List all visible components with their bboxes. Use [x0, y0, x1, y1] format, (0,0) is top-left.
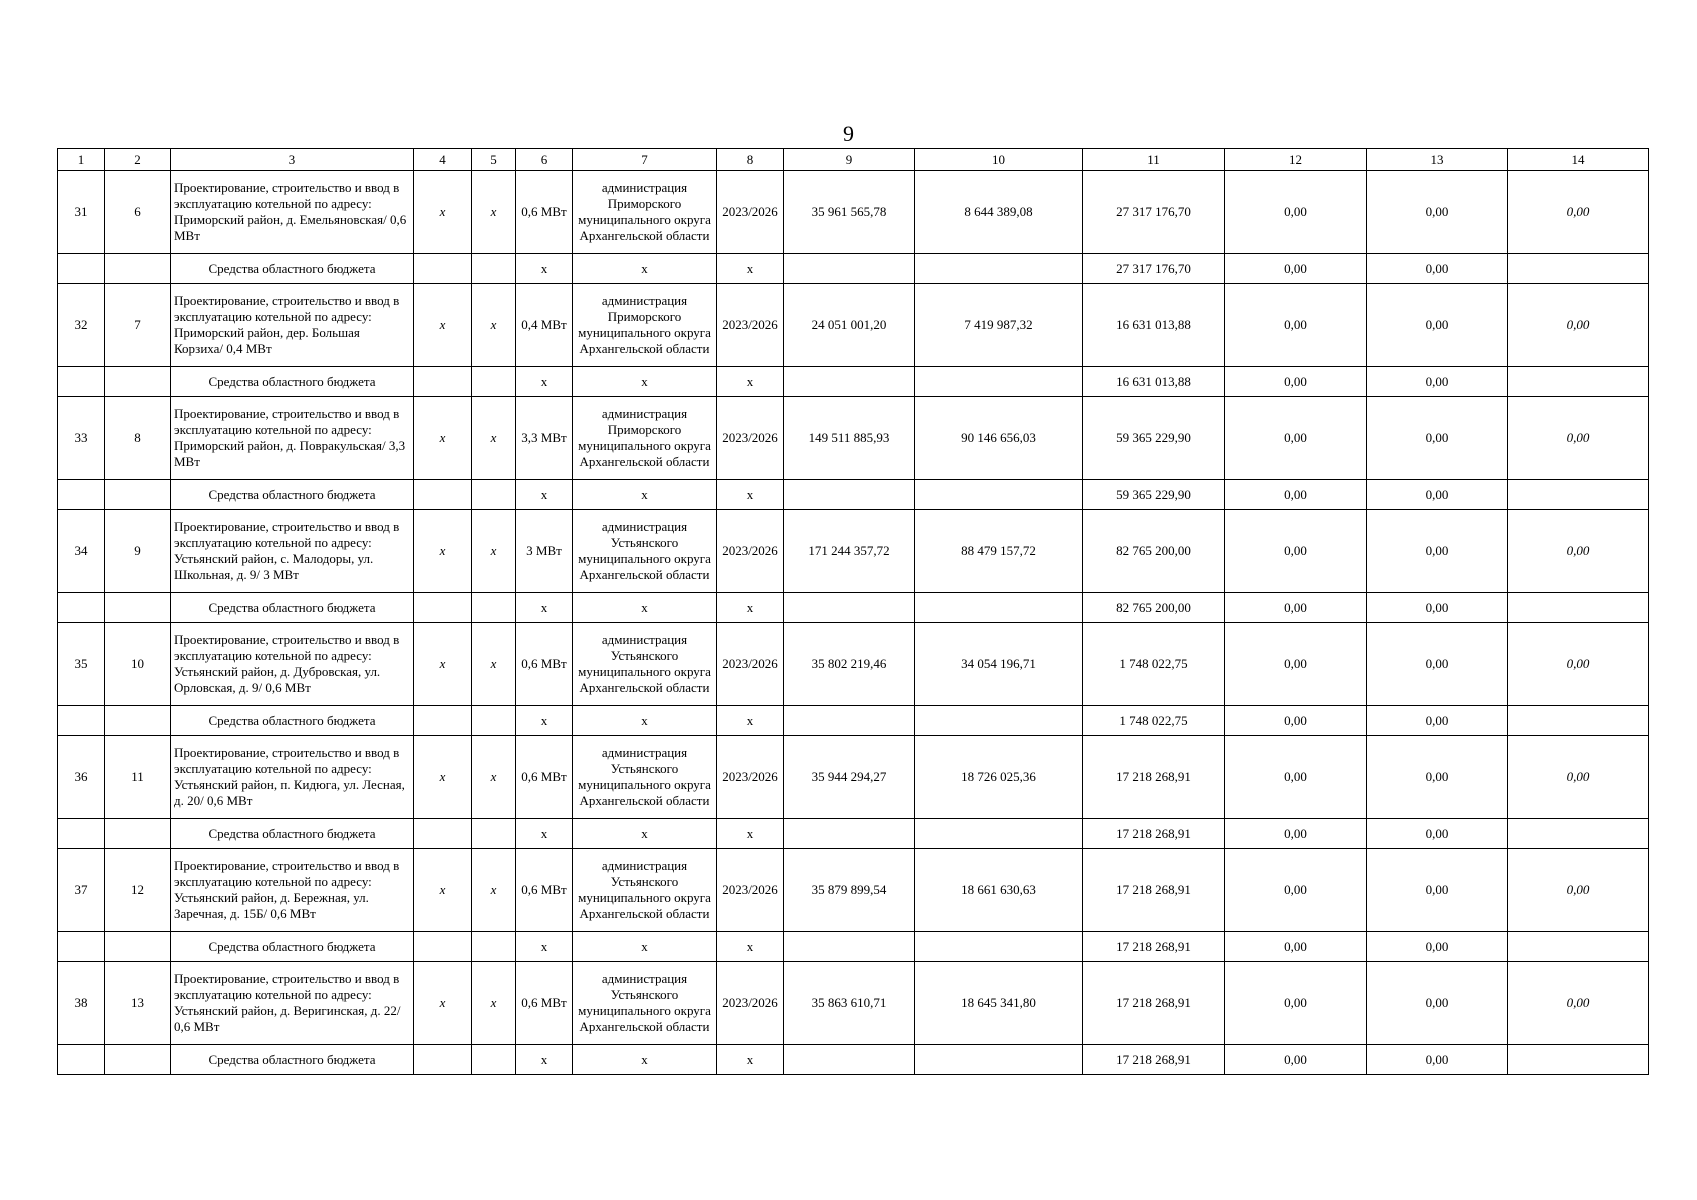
x-mark-cell: x: [414, 736, 472, 819]
x-mark-cell: x: [717, 480, 784, 510]
empty-cell: [1508, 367, 1649, 397]
empty-cell: [1508, 706, 1649, 736]
empty-cell: [472, 254, 516, 284]
amount-cell: 0,00: [1367, 932, 1508, 962]
empty-cell: [472, 1045, 516, 1075]
executor-cell: администрация Устьянского муниципального округа Архангельской области: [573, 736, 717, 819]
amount-cell: 0,00: [1225, 593, 1367, 623]
empty-cell: [472, 819, 516, 849]
amount-cell: 0,00: [1508, 397, 1649, 480]
empty-cell: [105, 1045, 171, 1075]
column-header: 2: [105, 149, 171, 171]
column-header: 8: [717, 149, 784, 171]
sub-number: 9: [105, 510, 171, 593]
empty-cell: [105, 593, 171, 623]
power-cell: 0,4 МВт: [516, 284, 573, 367]
amount-cell: 0,00: [1225, 962, 1367, 1045]
amount-cell: 27 317 176,70: [1083, 254, 1225, 284]
empty-cell: [915, 706, 1083, 736]
x-mark-cell: x: [414, 397, 472, 480]
project-description: Проектирование, строительство и ввод в эксплуатацию котельной по адресу: Приморский район, д. Повракульская/ 3,3 МВт: [171, 397, 414, 480]
empty-cell: [472, 706, 516, 736]
empty-cell: [58, 480, 105, 510]
amount-cell: 0,00: [1367, 1045, 1508, 1075]
project-description: Проектирование, строительство и ввод в эксплуатацию котельной по адресу: Устьянский район, с. Малодоры, ул. Школьная, д. 9/ 3 МВт: [171, 510, 414, 593]
page-number: 9: [843, 121, 854, 146]
empty-cell: [472, 480, 516, 510]
executor-cell: администрация Устьянского муниципального округа Архангельской области: [573, 849, 717, 932]
empty-cell: [414, 480, 472, 510]
x-mark-cell: x: [573, 593, 717, 623]
x-mark-cell: x: [414, 962, 472, 1045]
power-cell: 0,6 МВт: [516, 849, 573, 932]
x-mark-cell: x: [573, 819, 717, 849]
regional-budget-row: [58, 254, 1649, 284]
amount-cell: 1 748 022,75: [1083, 706, 1225, 736]
amount-cell: 0,00: [1225, 849, 1367, 932]
empty-cell: [915, 367, 1083, 397]
x-mark-cell: x: [717, 254, 784, 284]
project-description: Проектирование, строительство и ввод в эксплуатацию котельной по адресу: Устьянский район, д. Бережная, ул. Заречная, д. 15Б/ 0,6 МВт: [171, 849, 414, 932]
column-header: 13: [1367, 149, 1508, 171]
amount-cell: 0,00: [1225, 367, 1367, 397]
x-mark-cell: x: [472, 623, 516, 706]
amount-cell: 0,00: [1225, 736, 1367, 819]
period-cell: 2023/2026: [717, 510, 784, 593]
funding-source-label: Средства областного бюджета: [171, 593, 414, 623]
project-row: [58, 171, 1649, 254]
amount-cell: 17 218 268,91: [1083, 819, 1225, 849]
amount-cell: 0,00: [1508, 849, 1649, 932]
x-mark-cell: x: [717, 1045, 784, 1075]
empty-cell: [58, 367, 105, 397]
amount-cell: 0,00: [1367, 849, 1508, 932]
x-mark-cell: x: [414, 171, 472, 254]
empty-cell: [105, 254, 171, 284]
x-mark-cell: x: [472, 849, 516, 932]
amount-cell: 1 748 022,75: [1083, 623, 1225, 706]
funding-source-label: Средства областного бюджета: [171, 706, 414, 736]
amount-cell: 17 218 268,91: [1083, 849, 1225, 932]
amount-cell: 0,00: [1225, 397, 1367, 480]
row-number: 32: [58, 284, 105, 367]
column-header: 10: [915, 149, 1083, 171]
empty-cell: [784, 593, 915, 623]
x-mark-cell: x: [516, 254, 573, 284]
total-cost-cell: 35 944 294,27: [784, 736, 915, 819]
row-number: 38: [58, 962, 105, 1045]
amount-cell: 0,00: [1367, 623, 1508, 706]
funding-source-label: Средства областного бюджета: [171, 254, 414, 284]
row-number: 33: [58, 397, 105, 480]
sub-number: 10: [105, 623, 171, 706]
executor-cell: администрация Устьянского муниципального округа Архангельской области: [573, 623, 717, 706]
project-row: [58, 849, 1649, 932]
x-mark-cell: x: [516, 819, 573, 849]
sub-number: 7: [105, 284, 171, 367]
total-cost-cell: 171 244 357,72: [784, 510, 915, 593]
x-mark-cell: x: [516, 932, 573, 962]
power-cell: 0,6 МВт: [516, 171, 573, 254]
regional-budget-row: [58, 367, 1649, 397]
table-body: [58, 149, 1649, 1075]
project-row: [58, 736, 1649, 819]
row-number: 36: [58, 736, 105, 819]
amount-cell: 82 765 200,00: [1083, 510, 1225, 593]
column-header: 3: [171, 149, 414, 171]
budget-table: [57, 148, 1649, 1075]
amount-cell: 0,00: [1367, 510, 1508, 593]
column-header: 9: [784, 149, 915, 171]
x-mark-cell: x: [516, 1045, 573, 1075]
executor-cell: администрация Приморского муниципального округа Архангельской области: [573, 397, 717, 480]
project-row: [58, 623, 1649, 706]
column-header: 7: [573, 149, 717, 171]
sub-number: 6: [105, 171, 171, 254]
row-number: 34: [58, 510, 105, 593]
sub-number: 8: [105, 397, 171, 480]
amount-cell: 7 419 987,32: [915, 284, 1083, 367]
amount-cell: 0,00: [1225, 480, 1367, 510]
sub-number: 12: [105, 849, 171, 932]
x-mark-cell: x: [573, 367, 717, 397]
empty-cell: [58, 1045, 105, 1075]
x-mark-cell: x: [414, 623, 472, 706]
amount-cell: 88 479 157,72: [915, 510, 1083, 593]
project-description: Проектирование, строительство и ввод в эксплуатацию котельной по адресу: Приморский район, дер. Большая Корзиха/ 0,4 МВт: [171, 284, 414, 367]
column-header: 12: [1225, 149, 1367, 171]
x-mark-cell: x: [717, 819, 784, 849]
amount-cell: 18 645 341,80: [915, 962, 1083, 1045]
x-mark-cell: x: [573, 932, 717, 962]
regional-budget-row: [58, 593, 1649, 623]
executor-cell: администрация Приморского муниципального округа Архангельской области: [573, 284, 717, 367]
x-mark-cell: x: [472, 284, 516, 367]
period-cell: 2023/2026: [717, 623, 784, 706]
empty-cell: [784, 480, 915, 510]
empty-cell: [105, 480, 171, 510]
amount-cell: 0,00: [1367, 397, 1508, 480]
empty-cell: [915, 254, 1083, 284]
x-mark-cell: x: [472, 171, 516, 254]
empty-cell: [1508, 593, 1649, 623]
amount-cell: 0,00: [1225, 171, 1367, 254]
project-row: [58, 510, 1649, 593]
column-header-row: [58, 149, 1649, 171]
period-cell: 2023/2026: [717, 284, 784, 367]
x-mark-cell: x: [717, 593, 784, 623]
empty-cell: [58, 706, 105, 736]
empty-cell: [105, 819, 171, 849]
funding-source-label: Средства областного бюджета: [171, 1045, 414, 1075]
amount-cell: 0,00: [1508, 284, 1649, 367]
empty-cell: [58, 593, 105, 623]
amount-cell: 17 218 268,91: [1083, 962, 1225, 1045]
empty-cell: [472, 932, 516, 962]
empty-cell: [1508, 819, 1649, 849]
amount-cell: 0,00: [1367, 480, 1508, 510]
empty-cell: [784, 367, 915, 397]
x-mark-cell: x: [472, 736, 516, 819]
x-mark-cell: x: [414, 849, 472, 932]
amount-cell: 0,00: [1508, 962, 1649, 1045]
total-cost-cell: 35 802 219,46: [784, 623, 915, 706]
amount-cell: 0,00: [1225, 254, 1367, 284]
regional-budget-row: [58, 1045, 1649, 1075]
x-mark-cell: x: [414, 284, 472, 367]
amount-cell: 0,00: [1367, 367, 1508, 397]
empty-cell: [414, 932, 472, 962]
empty-cell: [1508, 932, 1649, 962]
amount-cell: 27 317 176,70: [1083, 171, 1225, 254]
period-cell: 2023/2026: [717, 849, 784, 932]
amount-cell: 0,00: [1367, 736, 1508, 819]
executor-cell: администрация Устьянского муниципального округа Архангельской области: [573, 962, 717, 1045]
empty-cell: [915, 1045, 1083, 1075]
column-header: 11: [1083, 149, 1225, 171]
empty-cell: [58, 819, 105, 849]
funding-source-label: Средства областного бюджета: [171, 819, 414, 849]
x-mark-cell: x: [573, 254, 717, 284]
empty-cell: [414, 1045, 472, 1075]
empty-cell: [472, 367, 516, 397]
x-mark-cell: x: [516, 367, 573, 397]
amount-cell: 0,00: [1225, 623, 1367, 706]
amount-cell: 16 631 013,88: [1083, 367, 1225, 397]
empty-cell: [784, 1045, 915, 1075]
regional-budget-row: [58, 480, 1649, 510]
empty-cell: [414, 706, 472, 736]
empty-cell: [414, 367, 472, 397]
column-header: 4: [414, 149, 472, 171]
column-header: 1: [58, 149, 105, 171]
amount-cell: 0,00: [1367, 284, 1508, 367]
amount-cell: 0,00: [1367, 171, 1508, 254]
empty-cell: [915, 593, 1083, 623]
amount-cell: 59 365 229,90: [1083, 480, 1225, 510]
amount-cell: 16 631 013,88: [1083, 284, 1225, 367]
amount-cell: 0,00: [1225, 706, 1367, 736]
x-mark-cell: x: [573, 480, 717, 510]
empty-cell: [1508, 480, 1649, 510]
x-mark-cell: x: [472, 962, 516, 1045]
amount-cell: 59 365 229,90: [1083, 397, 1225, 480]
project-description: Проектирование, строительство и ввод в эксплуатацию котельной по адресу: Устьянский район, д. Веригинская, д. 22/ 0,6 МВт: [171, 962, 414, 1045]
power-cell: 0,6 МВт: [516, 736, 573, 819]
x-mark-cell: x: [573, 1045, 717, 1075]
executor-cell: администрация Приморского муниципального округа Архангельской области: [573, 171, 717, 254]
amount-cell: 0,00: [1225, 510, 1367, 593]
power-cell: 3 МВт: [516, 510, 573, 593]
total-cost-cell: 35 879 899,54: [784, 849, 915, 932]
executor-cell: администрация Устьянского муниципального округа Архангельской области: [573, 510, 717, 593]
amount-cell: 0,00: [1367, 593, 1508, 623]
amount-cell: 0,00: [1367, 706, 1508, 736]
project-row: [58, 962, 1649, 1045]
empty-cell: [1508, 1045, 1649, 1075]
power-cell: 3,3 МВт: [516, 397, 573, 480]
empty-cell: [1508, 254, 1649, 284]
period-cell: 2023/2026: [717, 736, 784, 819]
total-cost-cell: 35 863 610,71: [784, 962, 915, 1045]
amount-cell: 0,00: [1225, 819, 1367, 849]
empty-cell: [414, 593, 472, 623]
amount-cell: 17 218 268,91: [1083, 736, 1225, 819]
sub-number: 13: [105, 962, 171, 1045]
regional-budget-row: [58, 706, 1649, 736]
amount-cell: 82 765 200,00: [1083, 593, 1225, 623]
empty-cell: [784, 254, 915, 284]
amount-cell: 17 218 268,91: [1083, 932, 1225, 962]
project-description: Проектирование, строительство и ввод в эксплуатацию котельной по адресу: Приморский район, д. Емельяновская/ 0,6 МВт: [171, 171, 414, 254]
empty-cell: [105, 932, 171, 962]
regional-budget-row: [58, 932, 1649, 962]
period-cell: 2023/2026: [717, 397, 784, 480]
amount-cell: 0,00: [1367, 254, 1508, 284]
row-number: 37: [58, 849, 105, 932]
power-cell: 0,6 МВт: [516, 623, 573, 706]
project-description: Проектирование, строительство и ввод в эксплуатацию котельной по адресу: Устьянский район, д. Дубровская, ул. Орловская, д. 9/ 0,6 МВт: [171, 623, 414, 706]
column-header: 5: [472, 149, 516, 171]
amount-cell: 0,00: [1367, 819, 1508, 849]
empty-cell: [58, 254, 105, 284]
amount-cell: 0,00: [1225, 932, 1367, 962]
empty-cell: [784, 819, 915, 849]
sub-number: 11: [105, 736, 171, 819]
regional-budget-row: [58, 819, 1649, 849]
amount-cell: 0,00: [1367, 962, 1508, 1045]
amount-cell: 0,00: [1508, 171, 1649, 254]
column-header: 14: [1508, 149, 1649, 171]
empty-cell: [105, 706, 171, 736]
amount-cell: 34 054 196,71: [915, 623, 1083, 706]
empty-cell: [414, 819, 472, 849]
x-mark-cell: x: [573, 706, 717, 736]
empty-cell: [915, 819, 1083, 849]
empty-cell: [784, 932, 915, 962]
amount-cell: 18 726 025,36: [915, 736, 1083, 819]
empty-cell: [414, 254, 472, 284]
empty-cell: [915, 480, 1083, 510]
project-row: [58, 397, 1649, 480]
empty-cell: [784, 706, 915, 736]
amount-cell: 0,00: [1508, 736, 1649, 819]
row-number: 31: [58, 171, 105, 254]
period-cell: 2023/2026: [717, 171, 784, 254]
x-mark-cell: x: [516, 480, 573, 510]
x-mark-cell: x: [717, 932, 784, 962]
x-mark-cell: x: [717, 706, 784, 736]
amount-cell: 0,00: [1508, 510, 1649, 593]
project-row: [58, 284, 1649, 367]
project-description: Проектирование, строительство и ввод в эксплуатацию котельной по адресу: Устьянский район, п. Кидюга, ул. Лесная, д. 20/ 0,6 МВт: [171, 736, 414, 819]
amount-cell: 0,00: [1225, 1045, 1367, 1075]
amount-cell: 0,00: [1508, 623, 1649, 706]
empty-cell: [915, 932, 1083, 962]
column-header: 6: [516, 149, 573, 171]
row-number: 35: [58, 623, 105, 706]
period-cell: 2023/2026: [717, 962, 784, 1045]
amount-cell: 8 644 389,08: [915, 171, 1083, 254]
x-mark-cell: x: [717, 367, 784, 397]
amount-cell: 0,00: [1225, 284, 1367, 367]
empty-cell: [58, 932, 105, 962]
empty-cell: [105, 367, 171, 397]
x-mark-cell: x: [414, 510, 472, 593]
empty-cell: [472, 593, 516, 623]
amount-cell: 17 218 268,91: [1083, 1045, 1225, 1075]
x-mark-cell: x: [472, 510, 516, 593]
power-cell: 0,6 МВт: [516, 962, 573, 1045]
x-mark-cell: x: [516, 593, 573, 623]
amount-cell: 90 146 656,03: [915, 397, 1083, 480]
funding-source-label: Средства областного бюджета: [171, 480, 414, 510]
funding-source-label: Средства областного бюджета: [171, 932, 414, 962]
x-mark-cell: x: [472, 397, 516, 480]
total-cost-cell: 24 051 001,20: [784, 284, 915, 367]
funding-source-label: Средства областного бюджета: [171, 367, 414, 397]
x-mark-cell: x: [516, 706, 573, 736]
amount-cell: 18 661 630,63: [915, 849, 1083, 932]
total-cost-cell: 35 961 565,78: [784, 171, 915, 254]
total-cost-cell: 149 511 885,93: [784, 397, 915, 480]
